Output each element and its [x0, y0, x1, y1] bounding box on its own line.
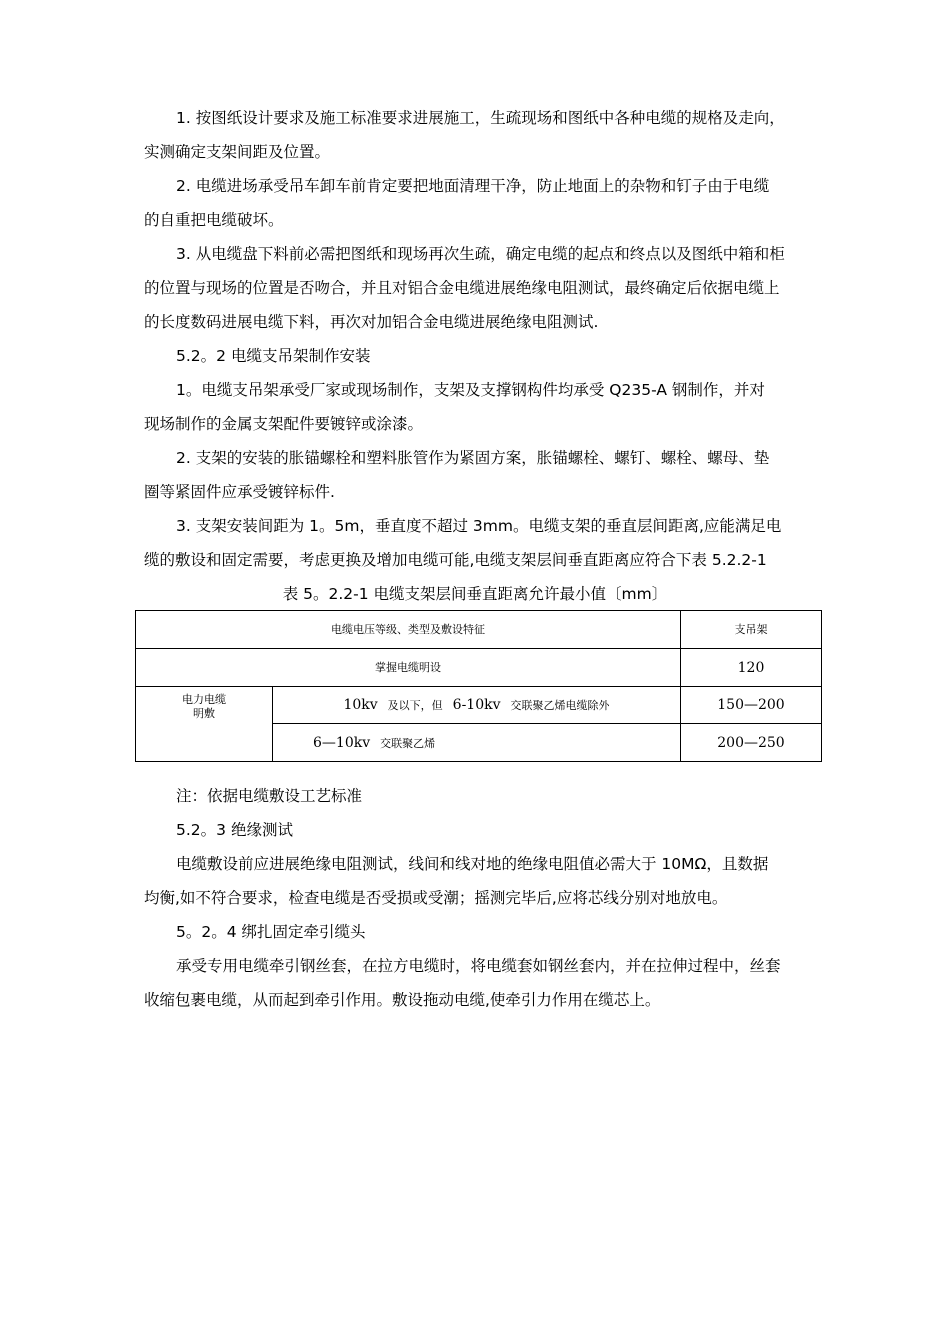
item-3-line-2: 缆的敷设和固定需要，考虑更换及增加电缆可能,电缆支架层间垂直距离应符合下表 5.2.2-1: [144, 551, 767, 569]
cable-spacing-table: [135, 610, 822, 762]
paragraph-3-line-3: 的长度数码进展电缆下料，再次对加铝合金电缆进展绝缘电阻测试.: [144, 313, 599, 331]
power-cable-row-2-desc: [273, 724, 681, 762]
power-cable-row-1-desc: [273, 687, 681, 724]
item-2-line-2: 圈等紧固件应承受镀锌标件.: [144, 483, 335, 501]
pulling-paragraph-line-2: 收缩包裹电缆，从而起到牵引作用。敷设拖动电缆,使牵引力作用在缆芯上。: [144, 991, 661, 1009]
table-row: [136, 687, 822, 724]
item-3-line-1: 3. 支架安装间距为 1。5m，垂直度不超过 3mm。电缆支架的垂直层间距离,应能满足电: [176, 517, 782, 535]
item-1-line-2: 现场制作的金属支架配件要镀锌或涂漆。: [144, 415, 424, 433]
paragraph-1-line-1: 1. 按图纸设计要求及施工标准要求进展施工，生疏现场和图纸中各种电缆的规格及走向，: [176, 109, 785, 127]
header-cell-bracket: 支吊架: [681, 611, 822, 649]
insulation-paragraph-line-1: 电缆敷设前应进展绝缘电阻测试，线间和线对地的绝缘电阻值必需大于 10MΩ，且数据: [176, 855, 769, 873]
section-heading-5-2-4: 5。2。4 绑扎固定牵引缆头: [176, 923, 366, 941]
pulling-paragraph-line-1: 承受专用电缆牵引钢丝套，在拉方电缆时，将电缆套如钢丝套内，并在拉伸过程中，丝套: [176, 957, 781, 975]
voltage-note: 及以下，但: [387, 699, 443, 712]
table-row: [136, 649, 822, 687]
power-cable-row-2-value: 200—250: [681, 724, 822, 762]
section-heading-5-2-3: 5.2。3 绝缘测试: [176, 821, 293, 839]
paragraph-3-line-1: 3. 从电缆盘下料前必需把图纸和现场再次生疏，确定电缆的起点和终点以及图纸中箱和柜: [176, 245, 785, 263]
table-note: 注：依据电缆敷设工艺标准: [176, 787, 363, 805]
control-cable-value: 120: [681, 649, 822, 687]
paragraph-2-line-1: 2. 电缆进场承受吊车卸车前肯定要把地面清理干净，防止地面上的杂物和钉子由于电缆: [176, 177, 770, 195]
insulation-paragraph-line-2: 均衡,如不符合要求，检查电缆是否受损或受潮；摇测完毕后,应将芯线分别对地放电。: [144, 889, 728, 907]
xlpe-exclusion-note: 交联聚乙烯电缆除外: [510, 699, 610, 712]
power-cable-group-label: [136, 687, 273, 762]
control-cable-label: 掌握电缆明设: [136, 649, 681, 687]
voltage-6-10kv-xlpe: 6—10kv: [313, 734, 371, 751]
paragraph-1-line-2: 实测确定支架间距及位置。: [144, 143, 331, 161]
item-1-line-1: 1。电缆支吊架承受厂家或现场制作，支架及支撑钢构件均承受 Q235-A 钢制作，并对: [176, 381, 765, 399]
paragraph-3-line-2: 的位置与现场的位置是否吻合，并且对铝合金电缆进展绝缘电阻测试，最终确定后依据电缆上: [144, 279, 780, 297]
xlpe-note: 交联聚乙烯: [380, 736, 436, 750]
power-cable-label-line-2: 明敷: [193, 707, 215, 720]
section-heading-5-2-2: 5.2。2 电缆支吊架制作安装: [176, 347, 371, 365]
power-cable-label-line-1: 电力电缆: [182, 693, 226, 706]
header-cell-characteristics: 电缆电压等级、类型及敷设特征: [136, 611, 681, 649]
voltage-6-10kv: 6-10kv: [452, 697, 501, 713]
table-header-row: [136, 611, 822, 649]
table-caption: 表 5。2.2-1 电缆支架层间垂直距离允许最小值〔mm〕: [282, 585, 668, 603]
paragraph-2-line-2: 的自重把电缆破坏。: [144, 211, 284, 229]
power-cable-row-1-value: 150—200: [681, 687, 822, 724]
item-2-line-1: 2. 支架的安装的胀锚螺栓和塑料胀管作为紧固方案，胀锚螺栓、螺钉、螺栓、螺母、垫: [176, 449, 770, 467]
voltage-10kv: 10kv: [343, 697, 378, 713]
